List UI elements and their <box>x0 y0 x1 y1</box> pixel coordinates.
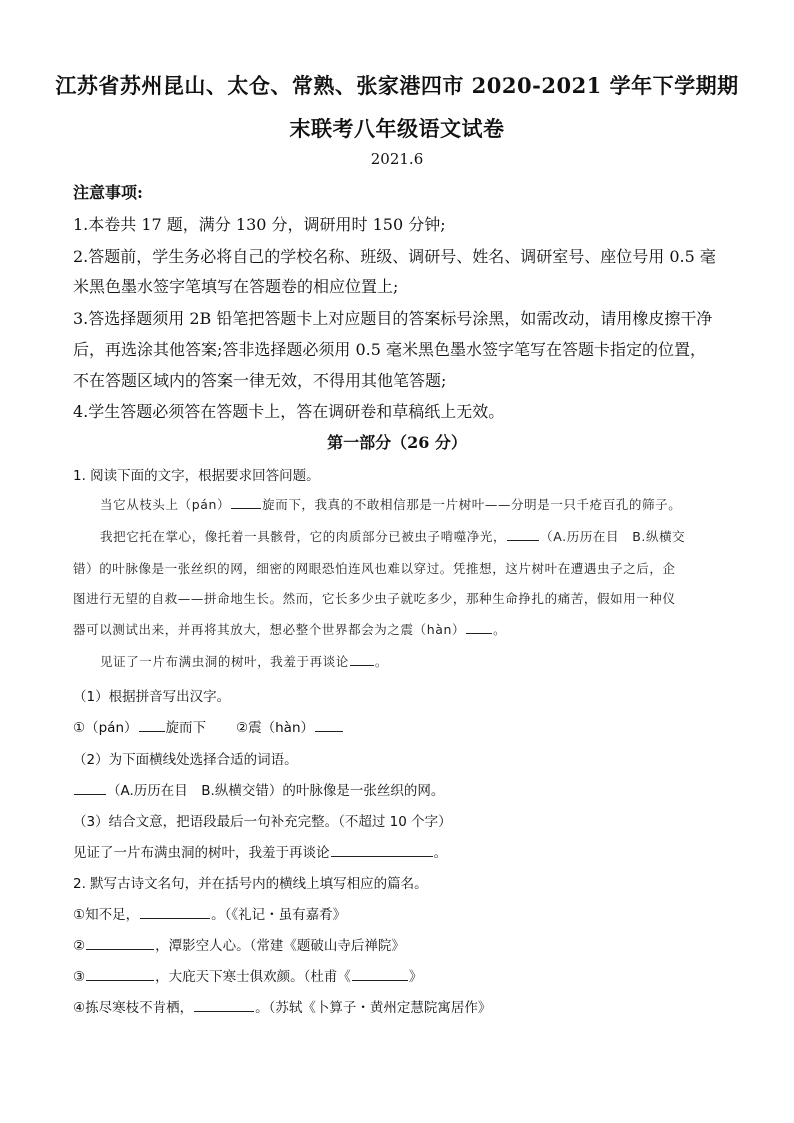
notice-item-3c: 不在答题区域内的答案一律无效，不得用其他笔答题; <box>73 371 447 390</box>
notice-item-1: 1.本卷共 17 题，满分 130 分，调研用时 150 分钟; <box>73 215 446 234</box>
subquestion-1-items: ①（pán） 旋而下 ②震（hàn） <box>73 716 344 736</box>
exam-title-line1: 江苏省苏州昆山、太仓、常熟、张家港四市 2020-2021 学年下学期期 <box>55 73 739 98</box>
notice-item-4: 4.学生答题必须答在答题卡上，答在调研卷和草稿纸上无效。 <box>73 402 505 421</box>
answer-blank[interactable] <box>466 621 492 634</box>
answer-blank[interactable] <box>315 719 343 732</box>
subquestion-3: （3）结合文意，把语段最后一句补充完整。（不超过 10 个字） <box>73 814 452 830</box>
notice-item-2a: 2.答题前，学生务必将自己的学校名称、班级、调研号、姓名、调研室号、座位号用 0.5 毫 <box>73 247 716 266</box>
passage-line-3: 错）的叶脉像是一张丝织的网，细密的网眼恐怕连风也难以穿过。凭推想，这片树叶在遭遇虫子之后，企 <box>73 561 676 576</box>
subquestion-1: （1）根据拼音写出汉字。 <box>73 689 231 705</box>
answer-blank[interactable] <box>86 937 154 950</box>
answer-blank[interactable] <box>507 528 539 541</box>
subquestion-3-item: 见证了一片布满虫洞的树叶，我羞于再谈论 。 <box>73 845 447 861</box>
answer-blank[interactable] <box>140 906 210 919</box>
exam-title-line2: 末联考八年级语文试卷 <box>289 116 505 141</box>
notice-item-3a: 3.答选择题须用 2B 铅笔把答题卡上对应题目的答案标号涂黑，如需改动，请用橡皮擦干净 <box>73 309 713 328</box>
section-heading: 第一部分（26 分） <box>327 433 467 452</box>
poetry-line-3: ③ ，大庇天下寒士俱欢颜。（杜甫《 》 <box>73 969 423 985</box>
subquestion-2-item: （A.历历在目 B.纵横交错）的叶脉像是一张丝织的网。 <box>73 779 444 799</box>
poetry-line-4: ④拣尽寒枝不肯栖， 。（苏轼《卜算子・黄州定慧院寓居作》 <box>73 1000 492 1016</box>
notice-heading: 注意事项: <box>73 183 143 202</box>
exam-date: 2021.6 <box>370 150 424 168</box>
notice-item-2b: 米黑色墨水签字笔填写在答题卷的相应位置上; <box>73 277 399 296</box>
notice-item-3b: 后，再选涂其他答案;答非选择题必须用 0.5 毫米黑色墨水签字笔写在答题卡指定的位置， <box>73 340 707 359</box>
answer-blank[interactable] <box>86 968 154 981</box>
question-1-stem: 1. 阅读下面的文字，根据要求回答问题。 <box>73 468 320 484</box>
answer-blank[interactable] <box>231 496 261 509</box>
answer-blank[interactable] <box>139 719 165 732</box>
poetry-line-1: ①知不足， 。（《礼记・虽有嘉肴》 <box>73 907 347 923</box>
answer-blank[interactable] <box>350 653 374 666</box>
poetry-line-2: ② ，潭影空人心。（常建《题破山寺后禅院》 <box>73 938 405 954</box>
answer-blank[interactable] <box>194 999 254 1012</box>
answer-blank[interactable] <box>331 844 433 857</box>
passage-line-4: 图进行无望的自救——拼命地生长。然而，它长多少虫子就吃多少，那种生命挣扎的痛苦，假如用一种仪 <box>73 591 676 606</box>
passage-line-1: 当它从枝头上（pán） 旋而下，我真的不敢相信那是一片树叶——分明是一只千疮百孔的筛子。 <box>100 497 682 512</box>
passage-line-6: 见证了一片布满虫洞的树叶，我羞于再谈论 。 <box>100 654 389 669</box>
question-2-stem: 2. 默写古诗文名句，并在括号内的横线上填写相应的篇名。 <box>73 876 428 892</box>
passage-line-5: 器可以测试出来，并再将其放大，想必整个世界都会为之震（hàn） 。 <box>73 622 507 637</box>
passage-line-2: 我把它托在掌心，像托着一具骸骨，它的肉质部分已被虫子啃噬净光， （A.历历在目 B.纵横交 <box>100 529 686 544</box>
answer-blank[interactable] <box>74 782 106 795</box>
subquestion-2: （2）为下面横线处选择合适的词语。 <box>73 752 298 768</box>
answer-blank[interactable] <box>352 968 408 981</box>
